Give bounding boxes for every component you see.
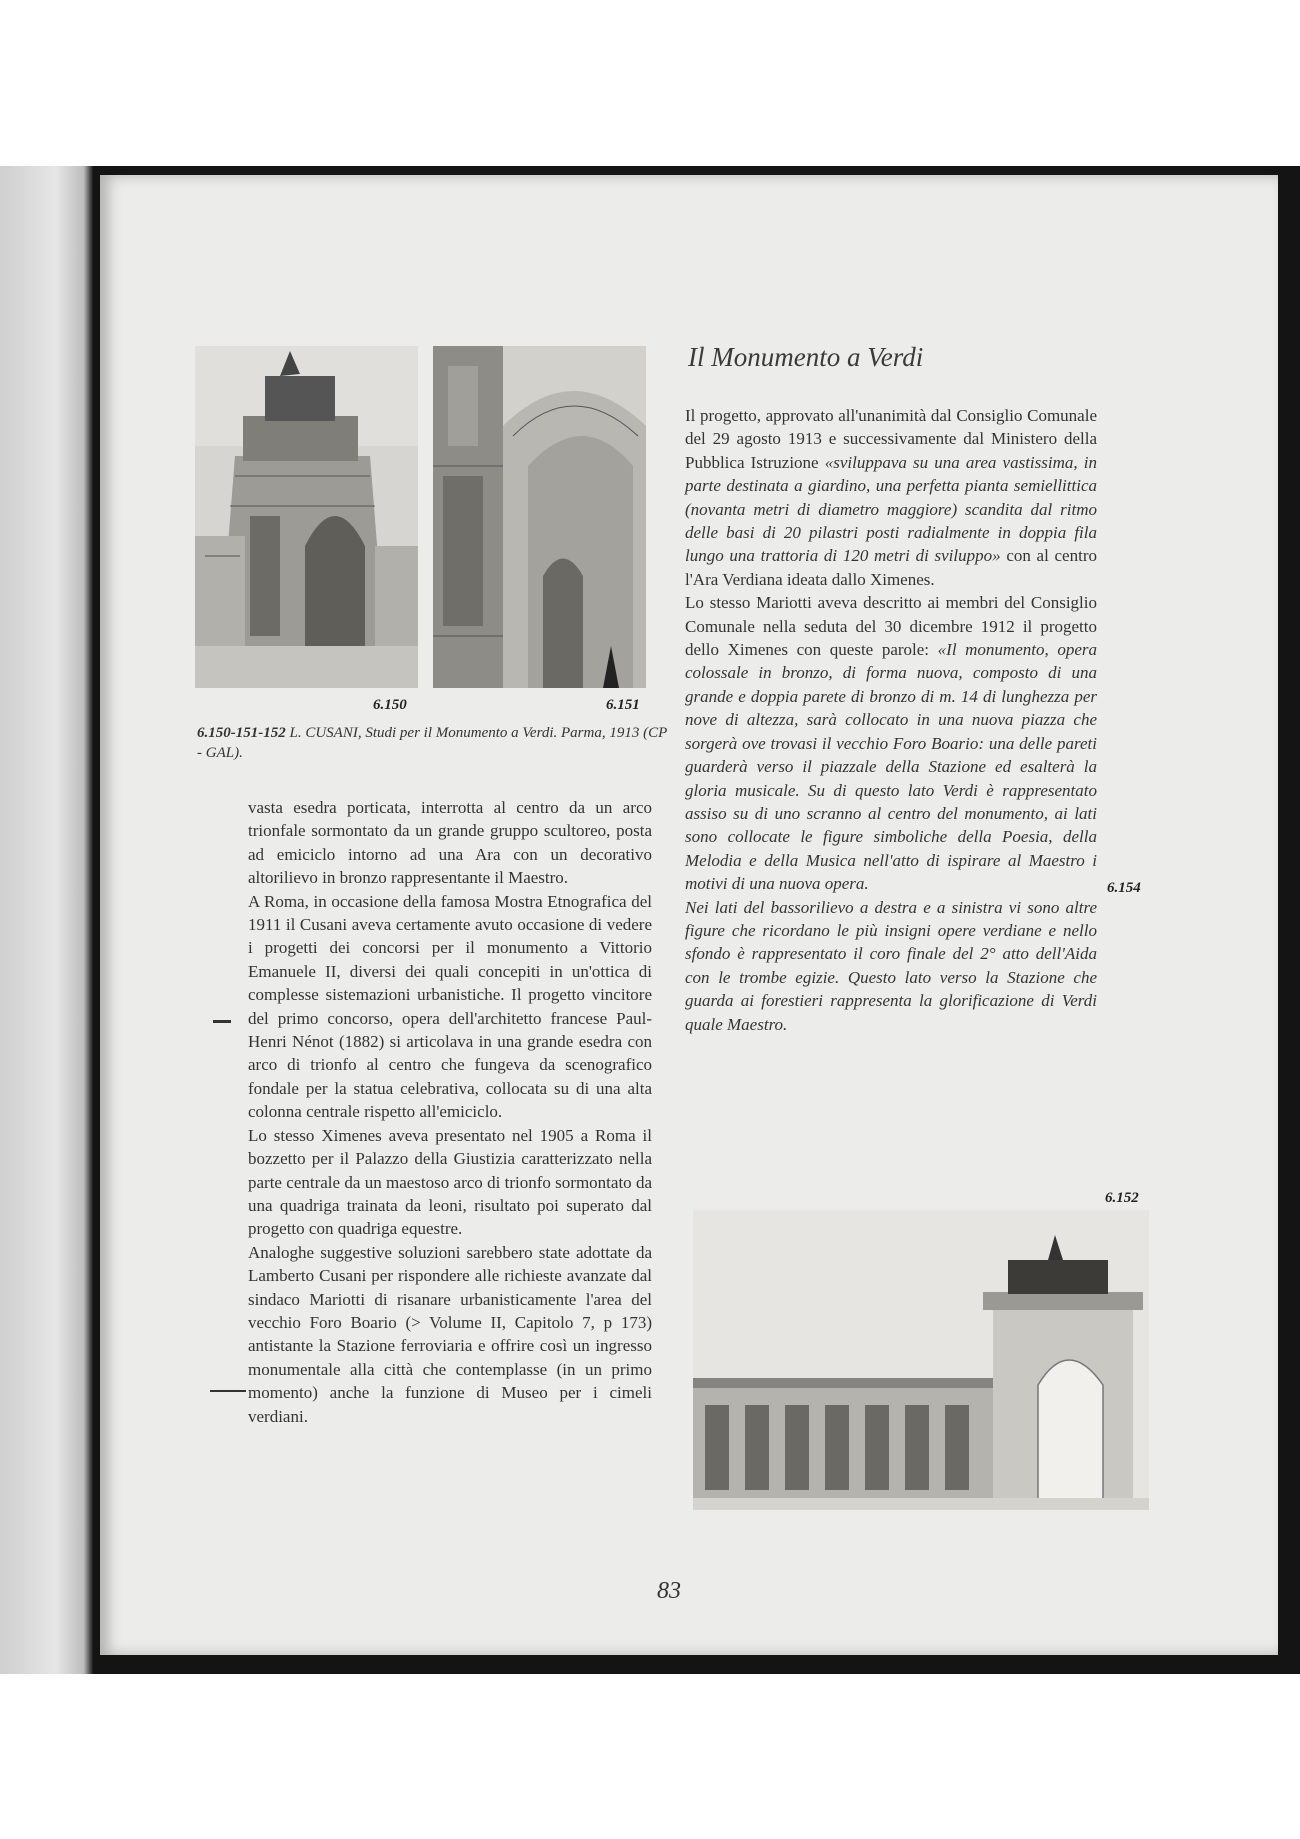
figure-label-6-150: 6.150 [373, 697, 407, 713]
right-paragraph-2 [685, 591, 1097, 895]
figure-6-151-arcade-drawing [433, 346, 646, 688]
right-text-column [685, 404, 1097, 1036]
left-paragraph-4: Analoghe suggestive soluzioni sarebbero state adottate da Lamberto Cusani per rispondere alle richieste avanzate dal sindaco Mariotti di risanare urbanisticamente l'area del vecchio Foro Boario (> Volume II, Capitolo 7, p 173) antistante la Stazione ferroviaria e offrire così un ingresso monumentale alla città che contemplasse (in un primo momento) anche la funzione di Museo per i cimeli verdiani. [248, 1242, 652, 1426]
margin-mark [210, 1390, 246, 1392]
left-paragraph-1: vasta esedra porticata, interrotta al centro da un arco trionfale sormontato da un grande gruppo scultoreo, posta ad emiciclo intorno ad una Ara con un decorativo altorilievo in bronzo rappresentante il Maestro. [248, 798, 652, 888]
figure-6-150-arch-drawing [195, 346, 418, 688]
left-paragraph-2: A Roma, in occasione della famosa Mostra Etnografica del 1911 il Cusani aveva certamente avuto occasione di vedere i progetti dei concorsi per il monumento a Vittorio Emanuele II, diversi dei quali concepiti in un'ottica di complesse sistemazioni urbanistiche. Il progetto vincitore del primo concorso, opera dell'architetto francese Paul-Henri Nénot (1882) si articolava in una grande esedra con arco di trionfo al centro che fungeva da scenografico fondale per la statua celebrativa, collocata su di una alta colonna centrale rispetto all'emiciclo. [248, 891, 652, 1122]
facing-page-edge [0, 166, 93, 1674]
margin-reference-6-154: 6.154 [1107, 880, 1141, 896]
page-number: 83 [657, 1578, 681, 1604]
caption-text: L. CUSANI, Studi per il Monumento a Verdi. Parma, 1913 (CP - GAL). [197, 725, 667, 761]
margin-mark [213, 1020, 231, 1023]
section-heading: Il Monumento a Verdi [688, 342, 924, 372]
left-paragraph-3: Lo stesso Ximenes aveva presentato nel 1905 a Roma il bozzetto per il Palazzo della Giustizia caratterizzato nella parte centrale da un maestoso arco di trionfo sormontato da una quadriga trainata da leoni, risultato poi superato dal progetto con quadriga equestre. [248, 1125, 652, 1239]
right-paragraph-1 [685, 404, 1097, 591]
right-p1-text-b: con al centro l'Ara Verdiana ideata dallo Ximenes. [685, 546, 1097, 589]
right-p1-text-a: Il progetto, approvato all'unanimità dal Consiglio Comunale del 29 agosto 1913 e successivamente dal Ministero della Pubblica Istruzione [685, 406, 1097, 472]
caption-reference: 6.150-151-152 [197, 725, 286, 741]
figure-caption [197, 723, 667, 763]
left-text-column [248, 796, 652, 1428]
figure-label-6-151: 6.151 [606, 697, 640, 713]
right-p2-quote: «Il monumento, opera colossale in bronzo, di forma nuova, composto di una grande e doppia parete di bronzo di m. 14 di lunghezza per nove di altezza, sarà collocato in una nuova piazza che sorgerà ove trovasi il vecchio Foro Boario: una delle pareti guarderà verso il piazzale della Stazione ed esalterà la gloria musicale. Su di questo lato Verdi è rappresentato assiso su di uno scranno al centro del monumento, ai lati sono collocate le figure simboliche della Poesia, della Melodia e della Musica nell'atto di ispirare al Maestro i motivi di una nuova opera. [685, 640, 1097, 894]
right-paragraph-3: Nei lati del bassorilievo a destra e a sinistra vi sono altre figure che ricordano le più insigni opere verdiane e nello sfondo è rappresentato il coro finale del 2° atto dell'Aida con le trombe egizie. Questo lato verso la Stazione che guarda ai forestieri rappresenta la glorificazione di Verdi quale Maestro. [685, 897, 1097, 1034]
right-p2-text-a: Lo stesso Mariotti aveva descritto ai membri del Consiglio Comunale nella seduta del 30 dicembre 1912 il progetto dello Ximenes con queste parole: [685, 593, 1097, 660]
right-p1-quote: «sviluppava su una area vastissima, in parte destinata a giardino, una perfetta pianta semiellittica (novanta metri di diametro maggiore) scandita dal ritmo delle basi di 20 pilastri posti radialmente in doppia fila lungo una trattoria di 120 metri di sviluppo» [685, 452, 1097, 566]
figure-label-6-152: 6.152 [1105, 1190, 1139, 1206]
figure-6-152-facade-elevation [693, 1210, 1149, 1510]
